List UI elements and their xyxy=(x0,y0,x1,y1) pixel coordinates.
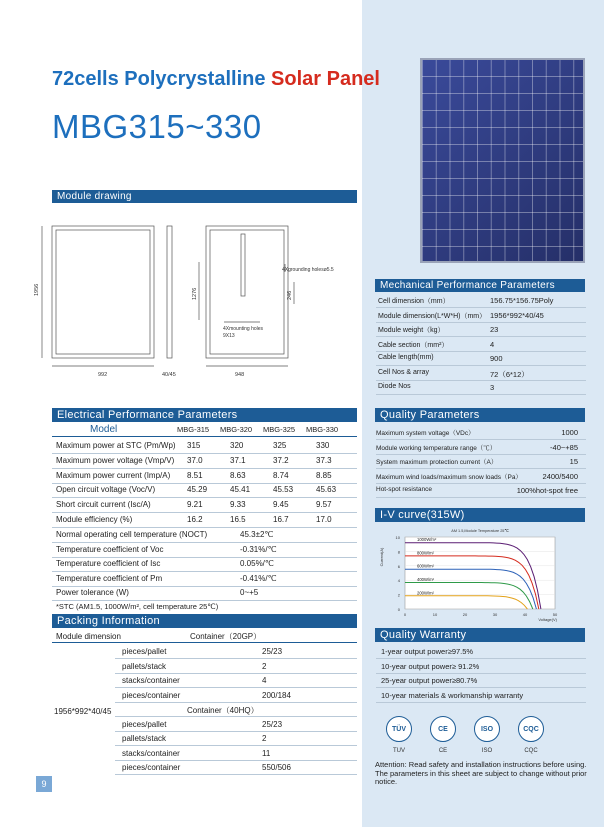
elec-single-value: 45.3±2℃ xyxy=(240,530,274,539)
elec-row-value: 9.45 xyxy=(273,500,289,510)
elec-row-value: 330 xyxy=(316,441,330,450)
y-tick-label: 2 xyxy=(397,592,400,598)
module-drawing-header: Module drawing xyxy=(52,190,357,203)
divider xyxy=(52,586,357,587)
x-tick-label: 50 xyxy=(552,612,558,617)
qp-value: 100%hot-spot free xyxy=(516,486,578,495)
elec-row-value: 45.63 xyxy=(316,485,337,495)
y-tick-label: 10 xyxy=(395,535,400,540)
model-range: MBG315~330 xyxy=(52,108,262,145)
elec-row-label: Maximum power at STC (Pm/Wp) xyxy=(56,441,176,450)
divider xyxy=(115,760,357,761)
elec-row-label: Maximum power voltage (Vmp/V) xyxy=(56,455,175,465)
divider xyxy=(376,454,586,455)
solar-panel-image xyxy=(420,58,585,263)
cert-logo-cqc: CQC xyxy=(518,716,544,742)
divider xyxy=(115,774,357,775)
mount-holes-size: 9X13 xyxy=(223,333,235,339)
elec-single-value: -0.41%/℃ xyxy=(240,573,277,583)
mech-label: Module weight（kg） xyxy=(378,327,445,334)
dim-mount-h: 1276 xyxy=(192,287,198,300)
elec-single-value: 0.05%/℃ xyxy=(240,559,274,568)
elec-model-2: MBG-325 xyxy=(263,425,296,434)
y-axis-label: Current(A) xyxy=(379,547,384,567)
mech-value: 3 xyxy=(490,383,495,392)
divider xyxy=(115,716,357,717)
elec-single-label: Temperature coefficient of Pm xyxy=(56,573,163,583)
divider xyxy=(115,687,357,688)
elec-model-0: MBG-315 xyxy=(177,425,210,434)
product-title xyxy=(52,68,380,91)
packing-row-label: pieces/pallet xyxy=(122,719,167,729)
divider xyxy=(115,731,357,732)
cert-logo-tuv: TÜV xyxy=(386,716,412,742)
elec-row-value: 9.21 xyxy=(187,500,203,510)
x-tick-label: 0 xyxy=(403,612,407,617)
ground-holes-label: 4Xgrounding holesø5.5 xyxy=(282,267,334,273)
packing-row-label: pieces/container xyxy=(122,690,181,700)
packing-row-value: 25/23 xyxy=(262,719,283,729)
dim-ground-h: 246 xyxy=(287,290,293,300)
elec-row-value: 37.3 xyxy=(316,455,332,465)
elec-single-label: Power tolerance (W) xyxy=(56,588,129,597)
elec-row-value: 16.5 xyxy=(230,515,246,524)
divider xyxy=(376,468,586,469)
mech-label: Cable length(mm) xyxy=(378,354,434,361)
iv-series-label-2: 600W/m² xyxy=(417,563,434,569)
packing-row-value: 2 xyxy=(262,661,267,671)
divider xyxy=(52,542,357,543)
cert-label: CQC xyxy=(524,748,538,754)
packing-row-label: stacks/container xyxy=(122,676,180,685)
x-tick-label: 10 xyxy=(432,612,438,617)
y-tick-label: 4 xyxy=(397,578,400,584)
divider xyxy=(52,512,357,513)
quality-params-header: Quality Parameters xyxy=(375,408,585,422)
elec-single-label: Temperature coefficient of Voc xyxy=(56,544,164,554)
divider xyxy=(376,322,586,323)
elec-model-1: MBG-320 xyxy=(220,425,253,434)
divider xyxy=(115,673,357,674)
mech-value: 900 xyxy=(490,354,503,363)
mech-value: 156.75*156.75Poly xyxy=(490,296,554,305)
qp-label: Hot-spot resistance xyxy=(376,486,432,493)
y-tick-label: 0 xyxy=(397,607,400,612)
divider xyxy=(115,702,357,703)
packing-header: Packing Information xyxy=(52,614,357,628)
mech-value: 23 xyxy=(490,325,499,334)
module-drawing xyxy=(30,210,370,390)
mechanical-header: Mechanical Performance Parameters xyxy=(375,279,585,292)
packing-group-20gp: Container（20GP） xyxy=(190,632,262,641)
elec-row-value: 8.63 xyxy=(230,470,246,480)
packing-group-40hq: Container（40HQ） xyxy=(187,706,259,715)
qp-label: Maximum wind loads/maximum snow loads（Pa） xyxy=(376,473,522,481)
packing-row-value: 550/506 xyxy=(262,763,291,772)
elec-row-label: Open circuit voltage (Voc/V) xyxy=(56,485,156,495)
chart-title: AM 1.5,Module Temperature 25℃ xyxy=(451,529,509,533)
attention-note: Attention: Read safety and installation instructions before using. The parameters in this sheet are subject to change without prior notice. xyxy=(375,760,587,787)
elec-single-value: 0~+5 xyxy=(240,588,259,597)
packing-row-value: 25/23 xyxy=(262,647,283,656)
x-tick-label: 20 xyxy=(462,612,468,617)
elec-row-value: 8.74 xyxy=(273,470,289,480)
elec-row-value: 16.7 xyxy=(273,515,289,524)
divider xyxy=(52,642,357,643)
mech-label: Cell Nos & array xyxy=(378,368,429,376)
elec-row-value: 37.2 xyxy=(273,455,289,465)
dim-height: 1956 xyxy=(34,283,40,296)
dim-width: 992 xyxy=(98,372,108,378)
elec-row-value: 37.1 xyxy=(230,455,246,465)
cert-label: TUV xyxy=(393,748,405,754)
divider xyxy=(376,351,586,352)
iv-curve-header: I-V curve(315W) xyxy=(375,508,585,522)
elec-row-value: 9.57 xyxy=(316,500,332,510)
y-tick-label: 6 xyxy=(397,563,400,569)
packing-row-value: 11 xyxy=(262,748,271,758)
elec-row-value: 17.0 xyxy=(316,515,332,524)
x-axis-label: Voltage(V) xyxy=(538,617,557,622)
divider xyxy=(52,468,357,469)
cert-label: CE xyxy=(438,748,448,754)
page-number: 9 xyxy=(36,776,52,792)
divider xyxy=(376,394,586,395)
mech-label: Module dimension(L*W*H)（mm） xyxy=(378,312,487,320)
cert-logo-ce: CE xyxy=(430,716,456,742)
packing-row-value: 4 xyxy=(262,676,267,685)
mech-value: 4 xyxy=(490,339,495,349)
iv-series-label-3: 400W/m² xyxy=(417,577,434,583)
title-type: 72cells Polycrystalline xyxy=(52,68,266,90)
elec-row-value: 45.41 xyxy=(230,485,251,495)
qp-label: Maximum system voltage（VDc） xyxy=(376,430,475,437)
dim-depth: 40/45 xyxy=(162,372,176,378)
elec-model-label: Model xyxy=(90,424,118,435)
elec-row-value: 45.53 xyxy=(273,485,294,495)
stc-note: *STC (AM1.5, 1000W/m², cell temperature 25℃) xyxy=(56,602,219,611)
elec-single-label: Temperature coefficient of Isc xyxy=(56,559,161,568)
packing-row-label: pieces/container xyxy=(122,763,181,772)
elec-model-3: MBG-330 xyxy=(306,425,339,434)
divider xyxy=(376,483,586,484)
elec-row-value: 325 xyxy=(273,441,287,450)
divider xyxy=(376,658,586,659)
divider xyxy=(52,571,357,572)
packing-module-dimension: 1956*992*40/45 xyxy=(54,707,112,716)
divider xyxy=(52,600,357,601)
divider xyxy=(52,557,357,558)
elec-row-value: 320 xyxy=(230,441,244,450)
qp-value: 15 xyxy=(569,457,578,466)
qp-value: 1000 xyxy=(561,428,578,437)
divider xyxy=(376,702,586,703)
divider xyxy=(52,436,357,437)
mech-label: Cell dimension（mm） xyxy=(378,298,450,305)
packing-row-label: stacks/container xyxy=(122,748,180,758)
iv-chart xyxy=(375,522,585,627)
warranty-item: 25-year output power≥80.7% xyxy=(381,676,478,685)
iv-series-label-4: 200W/m² xyxy=(417,590,434,596)
divider xyxy=(115,745,357,746)
mount-holes-label: 4Xmounting holes xyxy=(223,326,264,332)
divider xyxy=(376,380,586,381)
mech-label: Diode Nos xyxy=(378,383,411,390)
divider xyxy=(376,497,586,498)
mech-label: Cable section（mm²） xyxy=(378,341,449,349)
elec-row-label: Short circuit current (Isc/A) xyxy=(56,500,151,510)
packing-row-label: pieces/pallet xyxy=(122,647,167,656)
elec-row-value: 37.0 xyxy=(187,455,203,465)
divider xyxy=(376,439,586,440)
divider xyxy=(376,687,586,688)
divider xyxy=(52,483,357,484)
x-tick-label: 40 xyxy=(522,612,528,617)
cert-logo-iso: ISO xyxy=(474,716,500,742)
cert-label: ISO xyxy=(481,748,493,754)
mech-value: 72（6*12） xyxy=(490,369,529,379)
packing-col-header: Module dimension xyxy=(56,632,121,641)
packing-row-value: 2 xyxy=(262,734,267,743)
mech-value: 1956*992*40/45 xyxy=(490,310,544,320)
divider xyxy=(115,658,357,659)
elec-row-value: 315 xyxy=(187,441,201,450)
elec-row-value: 45.29 xyxy=(187,485,208,495)
divider xyxy=(376,365,586,366)
elec-row-value: 9.33 xyxy=(230,500,246,510)
elec-single-label: Normal operating cell temperature (NOCT) xyxy=(56,530,208,539)
elec-row-label: Maximum power current (Imp/A) xyxy=(56,470,171,480)
packing-row-label: pallets/stack xyxy=(122,661,167,671)
elec-row-value: 8.85 xyxy=(316,470,332,480)
elec-row-value: 16.2 xyxy=(187,515,203,524)
warranty-item: 1-year output power≥97.5% xyxy=(381,647,474,656)
iv-series-label-1: 800W/m² xyxy=(417,550,434,556)
qp-value: -40~+85 xyxy=(550,442,578,452)
electrical-header: Electrical Performance Parameters xyxy=(52,408,357,422)
dim-mount-w: 948 xyxy=(235,372,245,378)
divider xyxy=(376,673,586,674)
qp-label: Module working temperature range（℃） xyxy=(376,444,497,452)
qp-value: 2400/5400 xyxy=(542,471,578,481)
y-tick-label: 8 xyxy=(397,549,400,555)
elec-single-value: -0.31%/℃ xyxy=(240,544,277,554)
elec-row-label: Module efficiency (%) xyxy=(56,515,133,524)
divider xyxy=(52,497,357,498)
warranty-item: 10-year materials & workmanship warranty xyxy=(381,690,524,700)
packing-row-label: pallets/stack xyxy=(122,734,167,743)
warranty-header: Quality Warranty xyxy=(375,628,585,642)
x-tick-label: 30 xyxy=(492,612,498,617)
divider xyxy=(376,307,586,308)
warranty-item: 10-year output power≥ 91.2% xyxy=(381,661,480,671)
elec-row-value: 8.51 xyxy=(187,470,203,480)
divider xyxy=(376,336,586,337)
qp-label: System maximum protection current（A） xyxy=(376,459,498,466)
title-product: Solar Panel xyxy=(271,68,380,90)
iv-series-label-0: 1000W/m² xyxy=(417,537,437,543)
divider xyxy=(52,527,357,528)
packing-row-value: 200/184 xyxy=(262,690,291,700)
divider xyxy=(52,453,357,454)
